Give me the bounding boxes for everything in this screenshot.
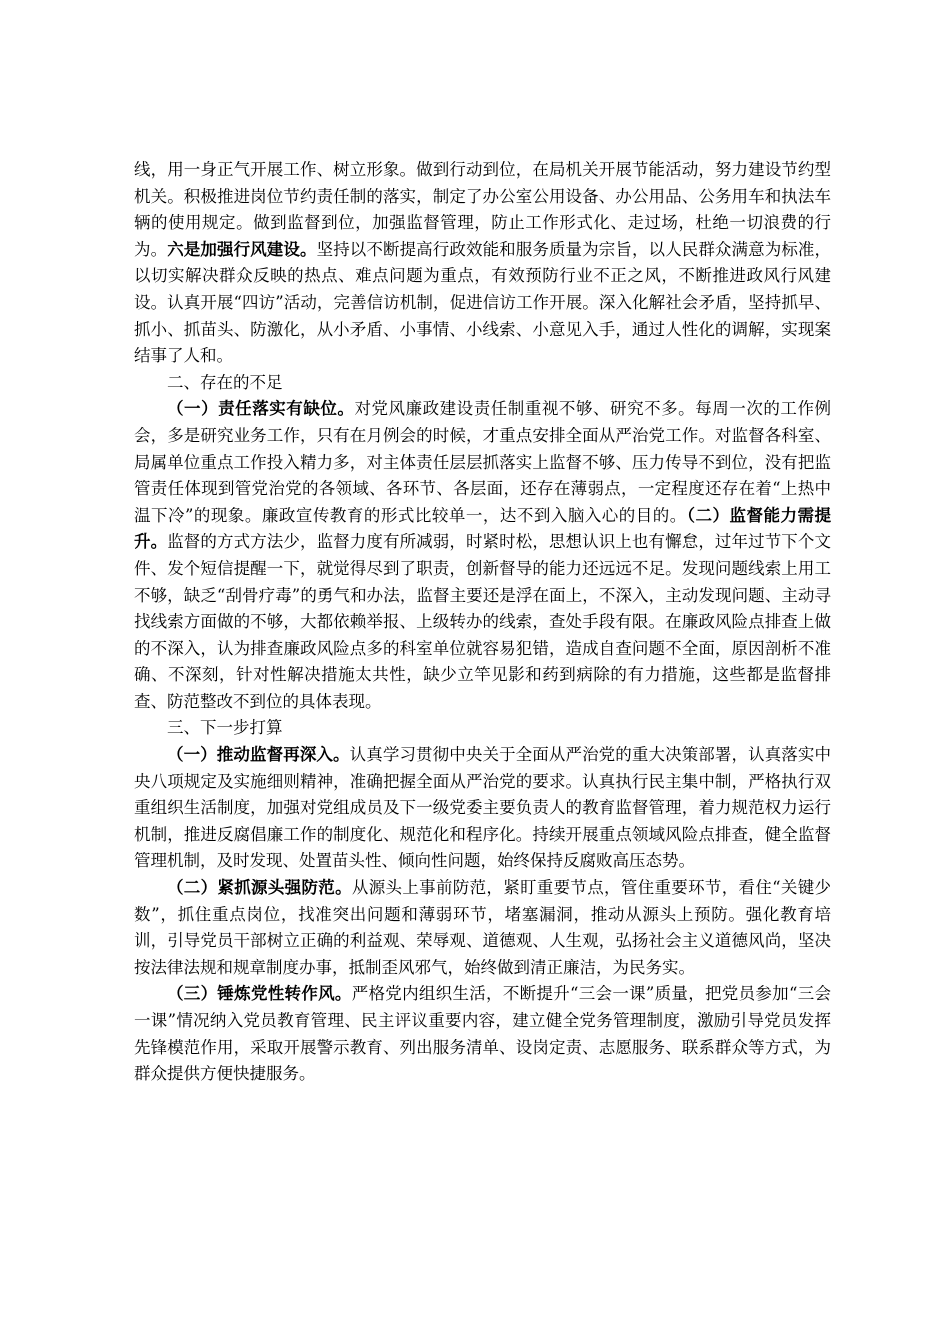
bold-lead: 六是加强行风建设。 (167, 239, 317, 259)
bold-lead: （一）推动监督再深入。 (167, 745, 350, 765)
bold-lead: （一）责任落实有缺位。 (167, 399, 355, 419)
section-heading-shortcomings (134, 370, 831, 397)
paragraph-text: 对党风廉政建设责任制重视不够、研究不多。每周一次的工作例会，多是研究业务工作，只有在月例会的时候，才重点安排全面从严治党工作。对监督各科室、局属单位重点工作投入精力多，对主体责任层层抓落实上监督不够、压力传导不到位，没有把监管责任体现到管党治党的各领域、各环节、各层面，还存在薄弱点，一定程度还存在着“上热中温下冷”的现象。廉政宣传教育的形式比较单一，达不到入脑入心的目的。 (134, 399, 832, 525)
document-page (134, 157, 831, 1088)
paragraph-text: 线，用一身正气开展工作、树立形象。做到行动到位，在局机关开展节能活动，努力建设节约型机关。积极推进岗位节约责任制的落实，制定了办公室公用设备、办公用品、公务用车和执法车辆的使用规定。做到监督到位，加强监督管理，防止工作形式化、走过场，杜绝一切浪费的行为。 (134, 160, 831, 259)
paragraph-continuation (134, 157, 831, 370)
paragraph-text: 坚持以不断提高行政效能和服务质量为宗旨，以人民群众满意为标准，以切实解决群众反映的热点、难点问题为重点，有效预防行业不正之风，不断推进政风行风建设。认真开展“四访”活动，完善信访机制，促进信访工作开展。深入化解社会矛盾，坚持抓早、抓小、抓苗头、防激化，从小矛盾、小事情、小线索、小意见入手，通过人性化的调解，实现案结事了人和。 (134, 239, 832, 366)
paragraph-text: 监督的方式方法少，监督力度有所减弱，时紧时松，思想认识上也有懈怠，过年过节下个文件、发个短信提醒一下，就觉得尽到了职责，创新督导的能力还远远不足。发现问题线索上用工不够，缺乏“刮骨疗毒”的勇气和办法，监督主要还是浮在面上，不深入，主动发现问题、主动寻找线索方面做的不够，大都依赖举报、上级转办的线索，查处手段有限。在廉政风险点排查上做的不深入，认为排查廉政风险点多的科室单位就容易犯错，造成自查问题不全面，原因剖析不准确、不深刻，针对性解决措施太共性，缺少立竿见影和药到病除的有力措施，这些都是监督排查、防范整改不到位的具体表现。 (134, 532, 832, 711)
paragraph-next-step-2 (134, 875, 831, 981)
paragraph-text: 严格党内组织生活，不断提升“三会一课”质量，把党员参加“三会一课”情况纳入党员教育管理、民主评议重要内容，建立健全党务管理制度，激励引导党员发挥先锋模范作用，采取开展警示教育、列出服务清单、设岗定责、志愿服务、联系群众等方式，为群众提供方便快捷服务。 (134, 984, 831, 1084)
bold-lead: （二）紧抓源头强防范。 (167, 878, 352, 898)
heading-text: 三、下一步打算 (167, 718, 283, 738)
bold-lead: （三）锤炼党性转作风。 (167, 984, 352, 1004)
bold-lead: （二）监督能力需提升。 (134, 505, 832, 552)
section-heading-next-steps (134, 715, 831, 742)
paragraph-text: 从源头上事前防范，紧盯重要节点，管住重要环节，看住“关键少数”，抓住重点岗位，找准突出问题和薄弱环节，堵塞漏洞，推动从源头上预防。强化教育培训，引导党员干部树立正确的利益观、荣辱观、道德观、人生观，弘扬社会主义道德风尚，坚决按法律法规和规章制度办事，抵制歪风邪气，始终做到清正廉洁，为民务实。 (134, 878, 832, 977)
heading-text: 二、存在的不足 (167, 372, 283, 392)
paragraph-next-step-3 (134, 981, 831, 1087)
paragraph-shortcomings (134, 396, 831, 715)
paragraph-next-step-1 (134, 742, 831, 875)
paragraph-text: 认真学习贯彻中央关于全面从严治党的重大决策部署，认真落实中央八项规定及实施细则精神，准确把握全面从严治党的要求。认真执行民主集中制，严格执行双重组织生活制度，加强对党组成员及下一级党委主要负责人的教育监督管理，着力规范权力运行机制，推进反腐倡廉工作的制度化、规范化和程序化。持续开展重点领域风险点排查，健全监督管理机制，及时发现、处置苗头性、倾向性问题，始终保持反腐败高压态势。 (134, 745, 832, 871)
